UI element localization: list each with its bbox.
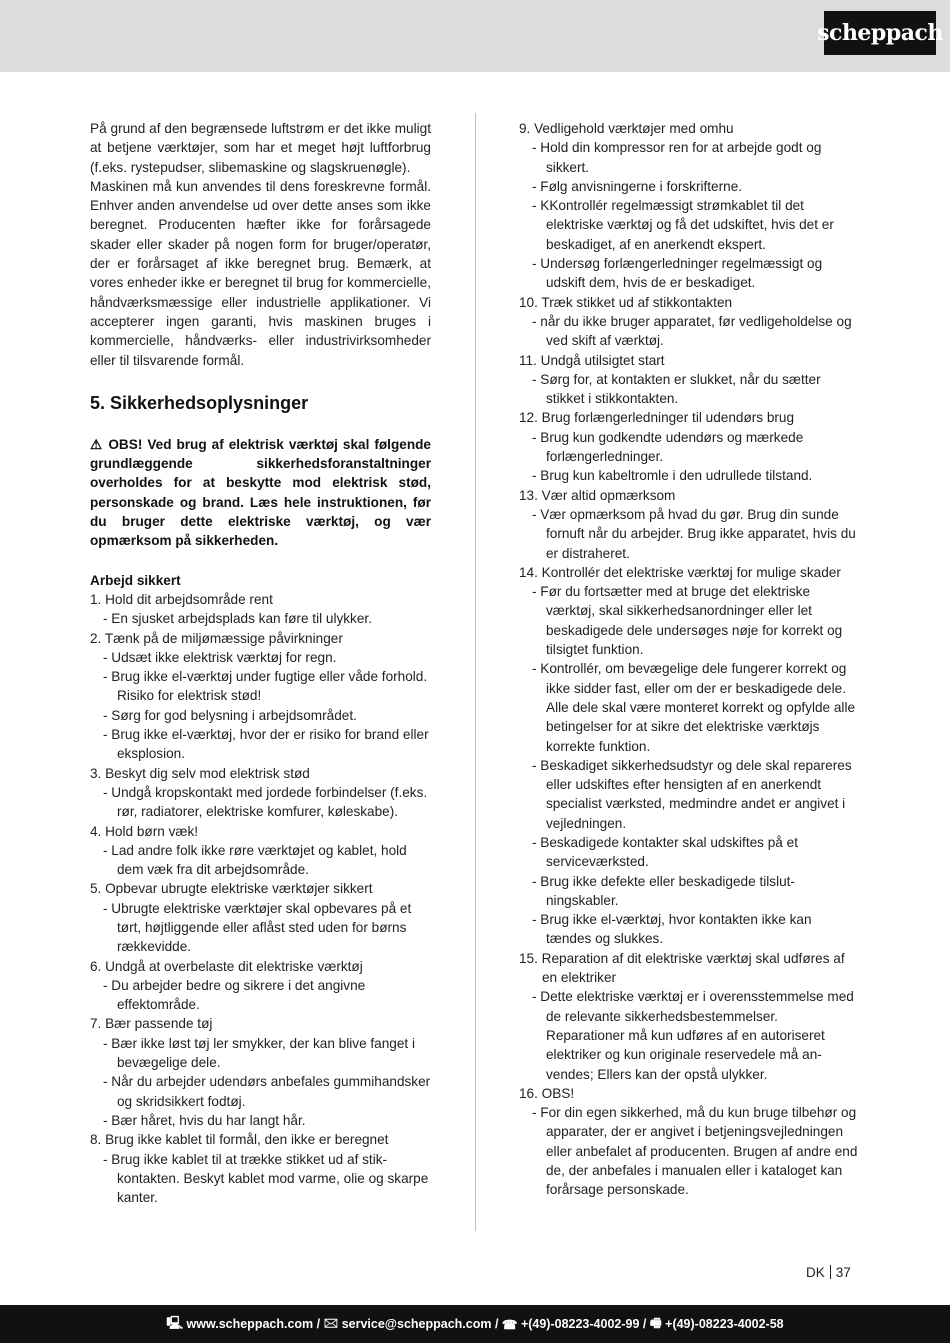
dash-item: - Følg anvisningerne i forskrifterne. (532, 178, 743, 194)
computer-icon: 🖳 (166, 1315, 187, 1330)
numbered-item: 1. Hold dit arbejdsområde rent (90, 591, 273, 607)
page-number (806, 1265, 851, 1280)
numbered-item: 11. Undgå utilsigtet start (519, 352, 665, 368)
page-number-divider (830, 1265, 831, 1279)
footer-separator: / (313, 1317, 324, 1331)
dash-item: - For din egen sikkerhed, må du kun bruge tilbehør og apparater, der er angivet i betjeningsvejledningen eller anbefalet af producenten. Brugen af andre end de, der anbefales i manualen eller i kataloget kan forårsage personskade. (532, 1105, 858, 1198)
dash-item: - Brug ikke el-værktøj, hvor kontakten ikke kan tændes og slukkes. (532, 912, 812, 947)
intro-paragraph: På grund af den begrænsede luftstrøm er det ikke muligt at betjene værktøjer, som har et meget højt luftforbrug (f.eks. rystepudser, slibemaskine og slagskruenøgle). (90, 121, 431, 175)
dash-item: - KKontrollér regelmæssigt strømkablet til det elektriske værktøj og få det udskiftet, hvis det er beskadiget, af en anerkendt ekspert. (532, 198, 834, 252)
dash-item: - Brug ikke kablet til at trække stikket ud af stikkontakten. Beskyt kablet mod varme, olie og skarpe kanter. (103, 1151, 429, 1206)
dash-item: - Vær opmærksom på hvad du gør. Brug din sunde fornuft når du arbejder. Brug ikke apparatet, hvis du er distraheret. (532, 506, 856, 561)
footer-separator: / (491, 1317, 502, 1331)
fax-icon: 🖷 (649, 1315, 666, 1330)
numbered-item: 7. Bær passende tøj (90, 1016, 213, 1032)
dash-item: - Når du arbejder udendørs anbefales gummihandsker og skridsikkert fodtøj. (103, 1074, 431, 1109)
left-column (90, 119, 431, 1207)
numbered-item: 14. Kontrollér det elektriske værktøj for mulige skader (519, 564, 841, 580)
dash-item: - Hold din kompressor ren for at arbejde godt og sikkert. (532, 140, 822, 175)
footer-phone: +(49)-08223-4002-99 (520, 1317, 640, 1331)
dash-item: - Udsæt ikke elektrisk værktøj for regn. (103, 649, 337, 665)
footer-fax: +(49)-08223-4002-58 (665, 1317, 784, 1331)
section-title: 5. Sikkerhedsoplysninger (90, 392, 309, 413)
phone-icon: ☎ (501, 1317, 521, 1332)
dash-item: - En sjusket arbejdsplads kan føre til ulykker. (103, 611, 372, 627)
dash-item: - Før du fortsætter med at bruge det elektriske værktøj, skal sikkerhedsanordninger eller let beskadigede dele undersøges nøje for korrekt og tilsigtet funktion. (532, 584, 843, 658)
numbered-item: 12. Brug forlængerledninger til udendørs brug (519, 410, 795, 426)
numbered-item: 6. Undgå at overbelaste dit elektriske værktøj (90, 958, 363, 974)
safety-warning: ⚠ OBS! Ved brug af elektrisk værktøj skal følgende grundlæggende sikkerhedsforanstaltninger overholdes for at beskytte mod elektrisk stød, personskade og brand. Læs hele instruktionen, før du bruger dette elektriske værktøj, og vær opmærksom på sikkerheden. (90, 436, 431, 549)
numbered-item: 8. Brug ikke kablet til formål, den ikke er beregnet (90, 1132, 389, 1148)
numbered-item: 15. Reparation af dit elektriske værktøj skal udføres af en elektriker (519, 950, 845, 986)
dash-item: - Undersøg forlængerledninger regelmæssigt og udskift dem, hvis de er beskadiget. (532, 256, 823, 291)
dash-item: - Kontrollér, om bevægelige dele fungerer korrekt og ikke sidder fast, eller om der er beskadigede dele. Alle dele skal være monteret korrekt og opfylde alle betingelser for at sikre det elektriske værktøjs korrekte funktion. (532, 661, 856, 754)
dash-item: - Bær ikke løst tøj ler smykker, der kan blive fanget i bevægelige dele. (103, 1035, 415, 1071)
dash-item: - Ubrugte elektriske værktøjer skal opbevares på et tørt, højtliggende eller aflåst sted uden for børns rækkevidde. (103, 900, 412, 955)
numbered-item: 4. Hold børn væk! (90, 823, 199, 839)
footer-contact-bar (0, 1305, 950, 1343)
numbered-item: 16. OBS! (519, 1085, 575, 1101)
subheading: Arbejd sikkert (90, 572, 181, 588)
dash-item: - Brug ikke el-værktøj, hvor der er risiko for brand eller eksplosion. (103, 727, 429, 762)
column-divider (475, 113, 476, 1231)
page-number-value: 37 (835, 1265, 851, 1280)
numbered-item: 13. Vær altid opmærksom (519, 487, 676, 503)
right-column (519, 119, 860, 1200)
intro-paragraph: Maskinen må kun anvendes til dens foreskrevne formål. Enhver anden anvendelse ud over dette anses som ikke beregnet. Producenten hæfter ikke for forårsagede skader eller skader på nogen form for bruger/operatør, der er forårsaget af ikke beregnet brug. Bemærk, at vores enheder ikke er beregnet til brug for kommercielle, håndværksmæssige eller industrielle applikationer. Vi accepterer ingen garanti, hvis maskinen bruges i kommercielle, håndværks- eller industrivirksomheder eller til tilsvarende formål. (90, 178, 431, 368)
numbered-item: 3. Beskyt dig selv mod elektrisk stød (90, 765, 310, 781)
dash-item: - Lad andre folk ikke røre værktøjet og kablet, hold dem væk fra dit arbejdsområde. (103, 842, 407, 878)
numbered-item: 5. Opbevar ubrugte elektriske værktøjer sikkert (90, 881, 373, 897)
left-item-list (90, 590, 431, 1208)
mail-icon: 🖂 (323, 1315, 342, 1330)
dash-item: - Dette elektriske værktøj er i overensstemmelse med de relevante sikkerhedsbestemmelser. Reparationer må kun udføres af en autoriseret elektriker og kun originale reservedele må anvendes; Ellers kan der opstå ulykker. (532, 989, 854, 1082)
header-band (0, 0, 950, 72)
right-item-list (519, 119, 860, 1200)
footer-separator: / (639, 1317, 650, 1331)
page-language: DK (806, 1265, 825, 1280)
dash-item: - Brug ikke defekte eller beskadigede tilslutningskabler. (532, 873, 795, 908)
dash-item: - Sørg for god belysning i arbejdsområdet. (103, 707, 357, 723)
dash-item: - Brug kun godkendte udendørs og mærkede forlængerledninger. (532, 429, 804, 465)
dash-item: - Bær håret, hvis du har langt hår. (103, 1112, 306, 1128)
footer-website[interactable]: www.scheppach.com (186, 1317, 314, 1331)
scheppach-logo: scheppach (824, 11, 936, 55)
numbered-item: 2. Tænk på de miljømæssige påvirkninger (90, 630, 343, 646)
dash-item: - Brug ikke el-værktøj under fugtige eller våde forhold. Risiko for elektrisk stød! (103, 669, 428, 704)
dash-item: - Brug kun kabeltromle i den udrullede tilstand. (532, 468, 813, 484)
numbered-item: 9. Vedligehold værktøjer med omhu (519, 121, 734, 136)
numbered-item: 10. Træk stikket ud af stikkontakten (519, 294, 733, 310)
dash-item: - Du arbejder bedre og sikrere i det angivne effektområde. (103, 977, 366, 1013)
footer-email[interactable]: service@scheppach.com (341, 1317, 492, 1331)
dash-item: - når du ikke bruger apparatet, før vedligeholdelse og ved skift af værktøj. (532, 313, 852, 349)
dash-item: - Sørg for, at kontakten er slukket, når du sætter stikket i stikkontakten. (532, 371, 821, 407)
dash-item: - Beskadiget sikkerhedsudstyr og dele skal repareres eller udskiftes efter hensigten af en anerkendt specialist værksted, medmindre andet er angivet i vejledningen. (532, 757, 852, 831)
dash-item: - Undgå kropskontakt med jordede forbindelser (f.eks. rør, radiatorer, elektriske komfurer, køleskabe). (103, 784, 428, 820)
dash-item: - Beskadigede kontakter skal udskiftes på et serviceværksted. (532, 834, 798, 870)
